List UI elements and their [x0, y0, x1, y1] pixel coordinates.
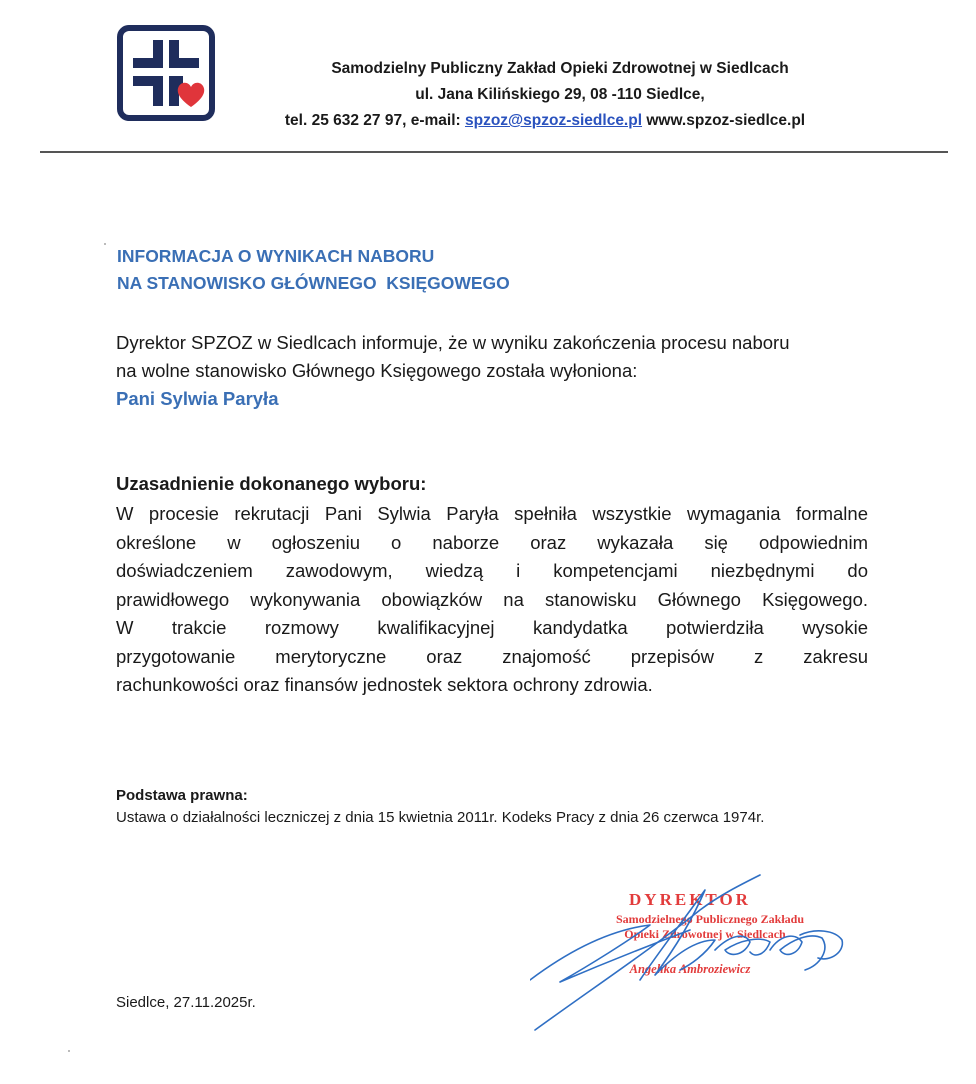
legal-basis-heading: Podstawa prawna:: [116, 787, 248, 804]
institution-name: Samodzielny Publiczny Zakład Opieki Zdrowotnej w Siedlcach: [331, 60, 789, 77]
justification-body: [116, 500, 868, 700]
selected-person: Pani Sylwia Paryła: [116, 388, 279, 409]
justification-line: W procesie rekrutacji Pani Sylwia Paryła spełniła wszystkie wymagania formalne: [116, 503, 868, 524]
justification-line: przygotowanie merytoryczne oraz znajomość przepisów z zakresu: [116, 645, 868, 667]
justification-line: prawidłowego wykonywania obowiązków na stanowisku Głównego Księgowego.: [116, 588, 868, 610]
director-stamp: [530, 870, 850, 1040]
header-divider: [40, 151, 948, 153]
stamp-line-3: Opieki Zdrowotnej w Siedlcach: [624, 927, 786, 941]
title-line-1: INFORMACJA O WYNIKACH NABORU: [117, 246, 435, 266]
intro-line-2: na wolne stanowisko Głównego Księgowego została wyłoniona:: [116, 360, 638, 381]
handwritten-signature-icon: [530, 870, 850, 1040]
intro-line-1: Dyrektor SPZOZ w Siedlcach informuje, że w wyniku zakończenia procesu naboru: [116, 332, 790, 353]
letterhead: [240, 56, 880, 134]
place-and-date: Siedlce, 27.11.2025r.: [116, 994, 256, 1011]
title-line-2: NA STANOWISKO GŁÓWNEGO KSIĘGOWEGO: [117, 273, 510, 293]
legal-basis-text: Ustawa o działalności leczniczej z dnia 15 kwietnia 2011r. Kodeks Pracy z dnia 26 czerwca 1974r.: [116, 809, 765, 826]
intro-paragraph: [116, 329, 876, 413]
phone-text: tel. 25 632 27 97, e-mail:: [284, 112, 465, 129]
scan-speck: [68, 1050, 70, 1052]
justification-line: doświadczeniem zawodowym, wiedzą i kompetencjami niezbędnymi do: [116, 560, 868, 581]
cross-with-heart-logo-icon: [116, 24, 216, 122]
justification-line: W trakcie rozmowy kwalifikacyjnej kandydatka potwierdziła wysokie: [116, 617, 868, 638]
document-title: [117, 243, 510, 297]
stamp-title: DYREKTOR: [629, 890, 751, 909]
justification-line: określone w ogłoszeniu o naborze oraz wykazała się odpowiednim: [116, 531, 868, 553]
justification-heading: Uzasadnienie dokonanego wyboru:: [116, 473, 427, 494]
website-text[interactable]: www.spzoz-siedlce.pl: [642, 112, 806, 129]
scan-speck: [104, 243, 106, 245]
stamp-signatory: Angelika Ambroziewicz: [629, 962, 751, 976]
contact-line: [210, 108, 880, 134]
email-link[interactable]: spzoz@spzoz-siedlce.pl: [464, 112, 643, 129]
institution-address: ul. Jana Kilińskiego 29, 08 -110 Siedlce,: [415, 86, 705, 103]
justification-line: rachunkowości oraz finansów jednostek sektora ochrony zdrowia.: [116, 674, 653, 695]
stamp-line-2: Samodzielnego Publicznego Zakładu: [615, 912, 805, 926]
institution-logo: [116, 24, 216, 122]
